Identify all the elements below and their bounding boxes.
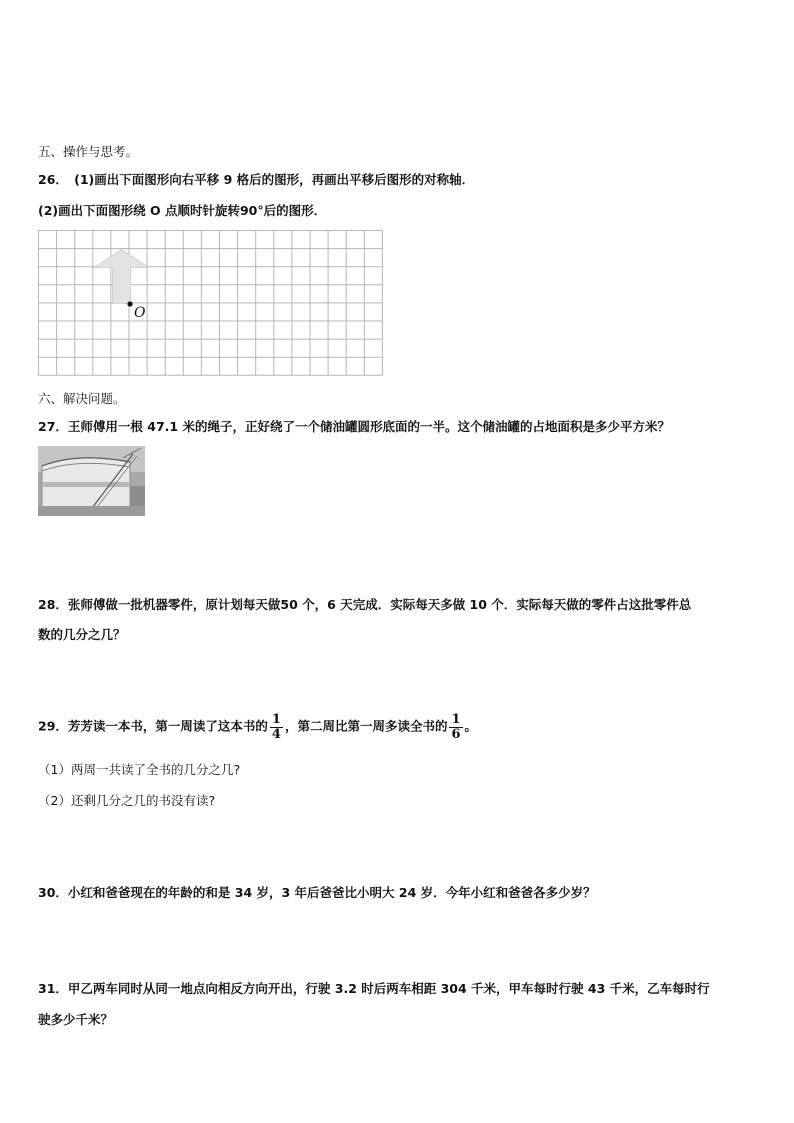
fraction-one-quarter [270, 713, 283, 741]
point-o [127, 301, 132, 306]
fraction-denominator: 4 [271, 726, 281, 742]
q28-text-line2: 数的几分之几？ [38, 627, 126, 642]
q27-text: 27．王师傅用一根 47.1 米的绳子，正好绕了一个储油罐圆形底面的一半。这个储油罐的占地面积是多少平方米？ [38, 419, 670, 434]
q29-text [38, 713, 477, 741]
q29-text-a: 29．芳芳读一本书，第一周读了这本书的 [38, 718, 268, 734]
q29-text-b: ，第二周比第一周多读全书的 [284, 718, 448, 734]
oil-tank-image [38, 446, 145, 516]
section-5-heading: 五、操作与思考。 [38, 144, 139, 159]
q31-text-line2: 驶多少千米？ [38, 1012, 114, 1027]
arrow-shape [95, 250, 149, 304]
q29-sub2: （2）还剩几分之几的书没有读? [38, 793, 216, 808]
q26-part2-text: (2)画出下面图形绕 O 点顺时针旋转90°后的图形． [38, 203, 327, 218]
section-6-heading: 六、解决问题。 [38, 391, 126, 406]
fraction-one-sixth [449, 713, 462, 741]
q26-part1-text: 26． (1)画出下面图形向右平移 9 格后的图形，再画出平移后图形的对称轴． [38, 172, 475, 187]
q31-text-line1: 31．甲乙两车同时从同一地点向相反方向开出，行驶 3.2 时后两车相距 304 千米，甲车每时行驶 43 千米，乙车每时行 [38, 981, 710, 996]
q28-text-line1: 28．张师傅做一批机器零件，原计划每天做50 个，6 天完成．实际每天多做 10 个．实际每天做的零件占这批零件总 [38, 597, 692, 612]
q29-text-c: 。 [464, 718, 478, 734]
q30-text: 30．小红和爸爸现在的年龄的和是 34 岁，3 年后爸爸比小明大 24 岁．今年小红和爸爸各多少岁？ [38, 885, 596, 900]
grid-figure [38, 230, 390, 380]
point-o-label: O [134, 305, 146, 321]
fraction-numerator: 1 [271, 712, 281, 727]
fraction-denominator: 6 [451, 726, 461, 742]
fraction-numerator: 1 [451, 712, 461, 727]
grid-lines [39, 231, 383, 376]
q29-sub1: （1）两周一共读了全书的几分之几? [38, 762, 241, 777]
